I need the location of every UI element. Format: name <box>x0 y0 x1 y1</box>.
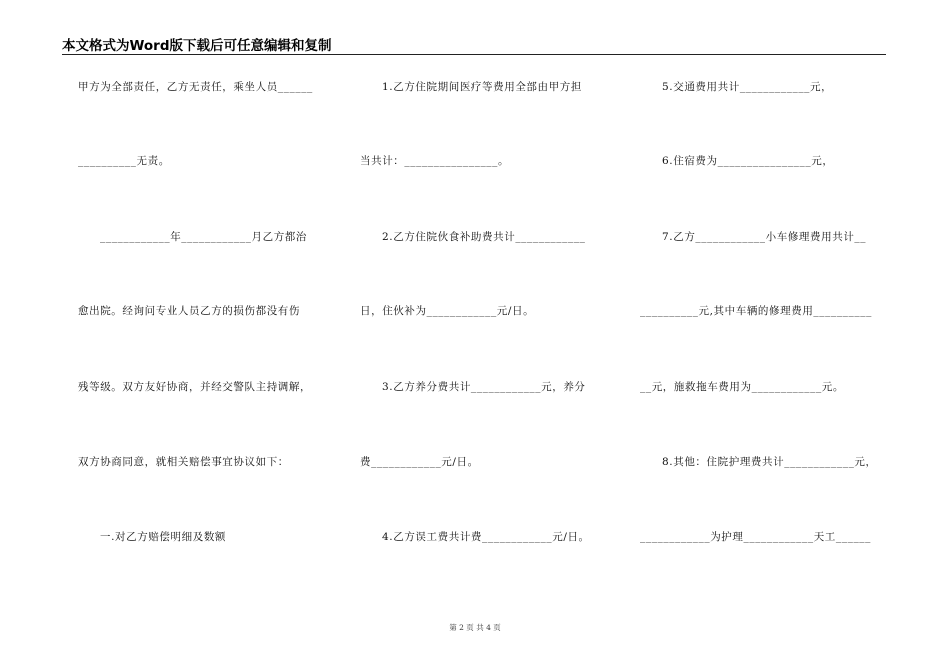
text-line: __________元,其中车辆的修理费用__________ <box>640 305 872 317</box>
text-line: 当共计：________________。 <box>360 155 510 167</box>
text-line: 费____________元/日。 <box>360 456 479 468</box>
text-line: ____________年____________月乙方都治 <box>100 231 307 243</box>
text-line: 7.乙方____________小车修理费用共计__ <box>662 231 867 243</box>
page-footer: 第 2 页 共 4 页 <box>449 623 501 632</box>
text-line: 日，住伙补为____________元/日。 <box>360 305 535 317</box>
page-header <box>62 34 886 55</box>
text-line: 5.交通费用共计____________元， <box>662 81 833 93</box>
text-line: 甲方为全部责任，乙方无责任，乘坐人员______ <box>78 81 313 93</box>
text-line: 一.对乙方赔偿明细及数额 <box>100 531 227 543</box>
text-line: 1.乙方住院期间医疗等费用全部由甲方担 <box>382 81 582 93</box>
text-line: 双方协商同意，就相关赔偿事宜协议如下： <box>78 456 289 468</box>
text-line: 6.住宿费为________________元， <box>662 155 834 167</box>
text-line: __________无责。 <box>78 155 170 167</box>
header-title: 本文格式为Word版下载后可任意编辑和复制 <box>62 38 332 54</box>
text-line: __元，施救拖车费用为____________元。 <box>640 381 844 393</box>
text-line: 残等级。双方友好协商，并经交警队主持调解， <box>78 381 312 393</box>
text-line: 3.乙方养分费共计____________元，养分 <box>382 381 586 393</box>
text-line: 愈出院。经询问专业人员乙方的损伤都没有伤 <box>78 305 300 317</box>
text-line: ____________为护理____________天工______ <box>640 531 871 543</box>
text-line: 4.乙方误工费共计费____________元/日。 <box>382 531 590 543</box>
text-line: 8.其他：住院护理费共计____________元， <box>662 456 877 468</box>
text-line: 2.乙方住院伙食补助费共计____________ <box>382 231 586 243</box>
